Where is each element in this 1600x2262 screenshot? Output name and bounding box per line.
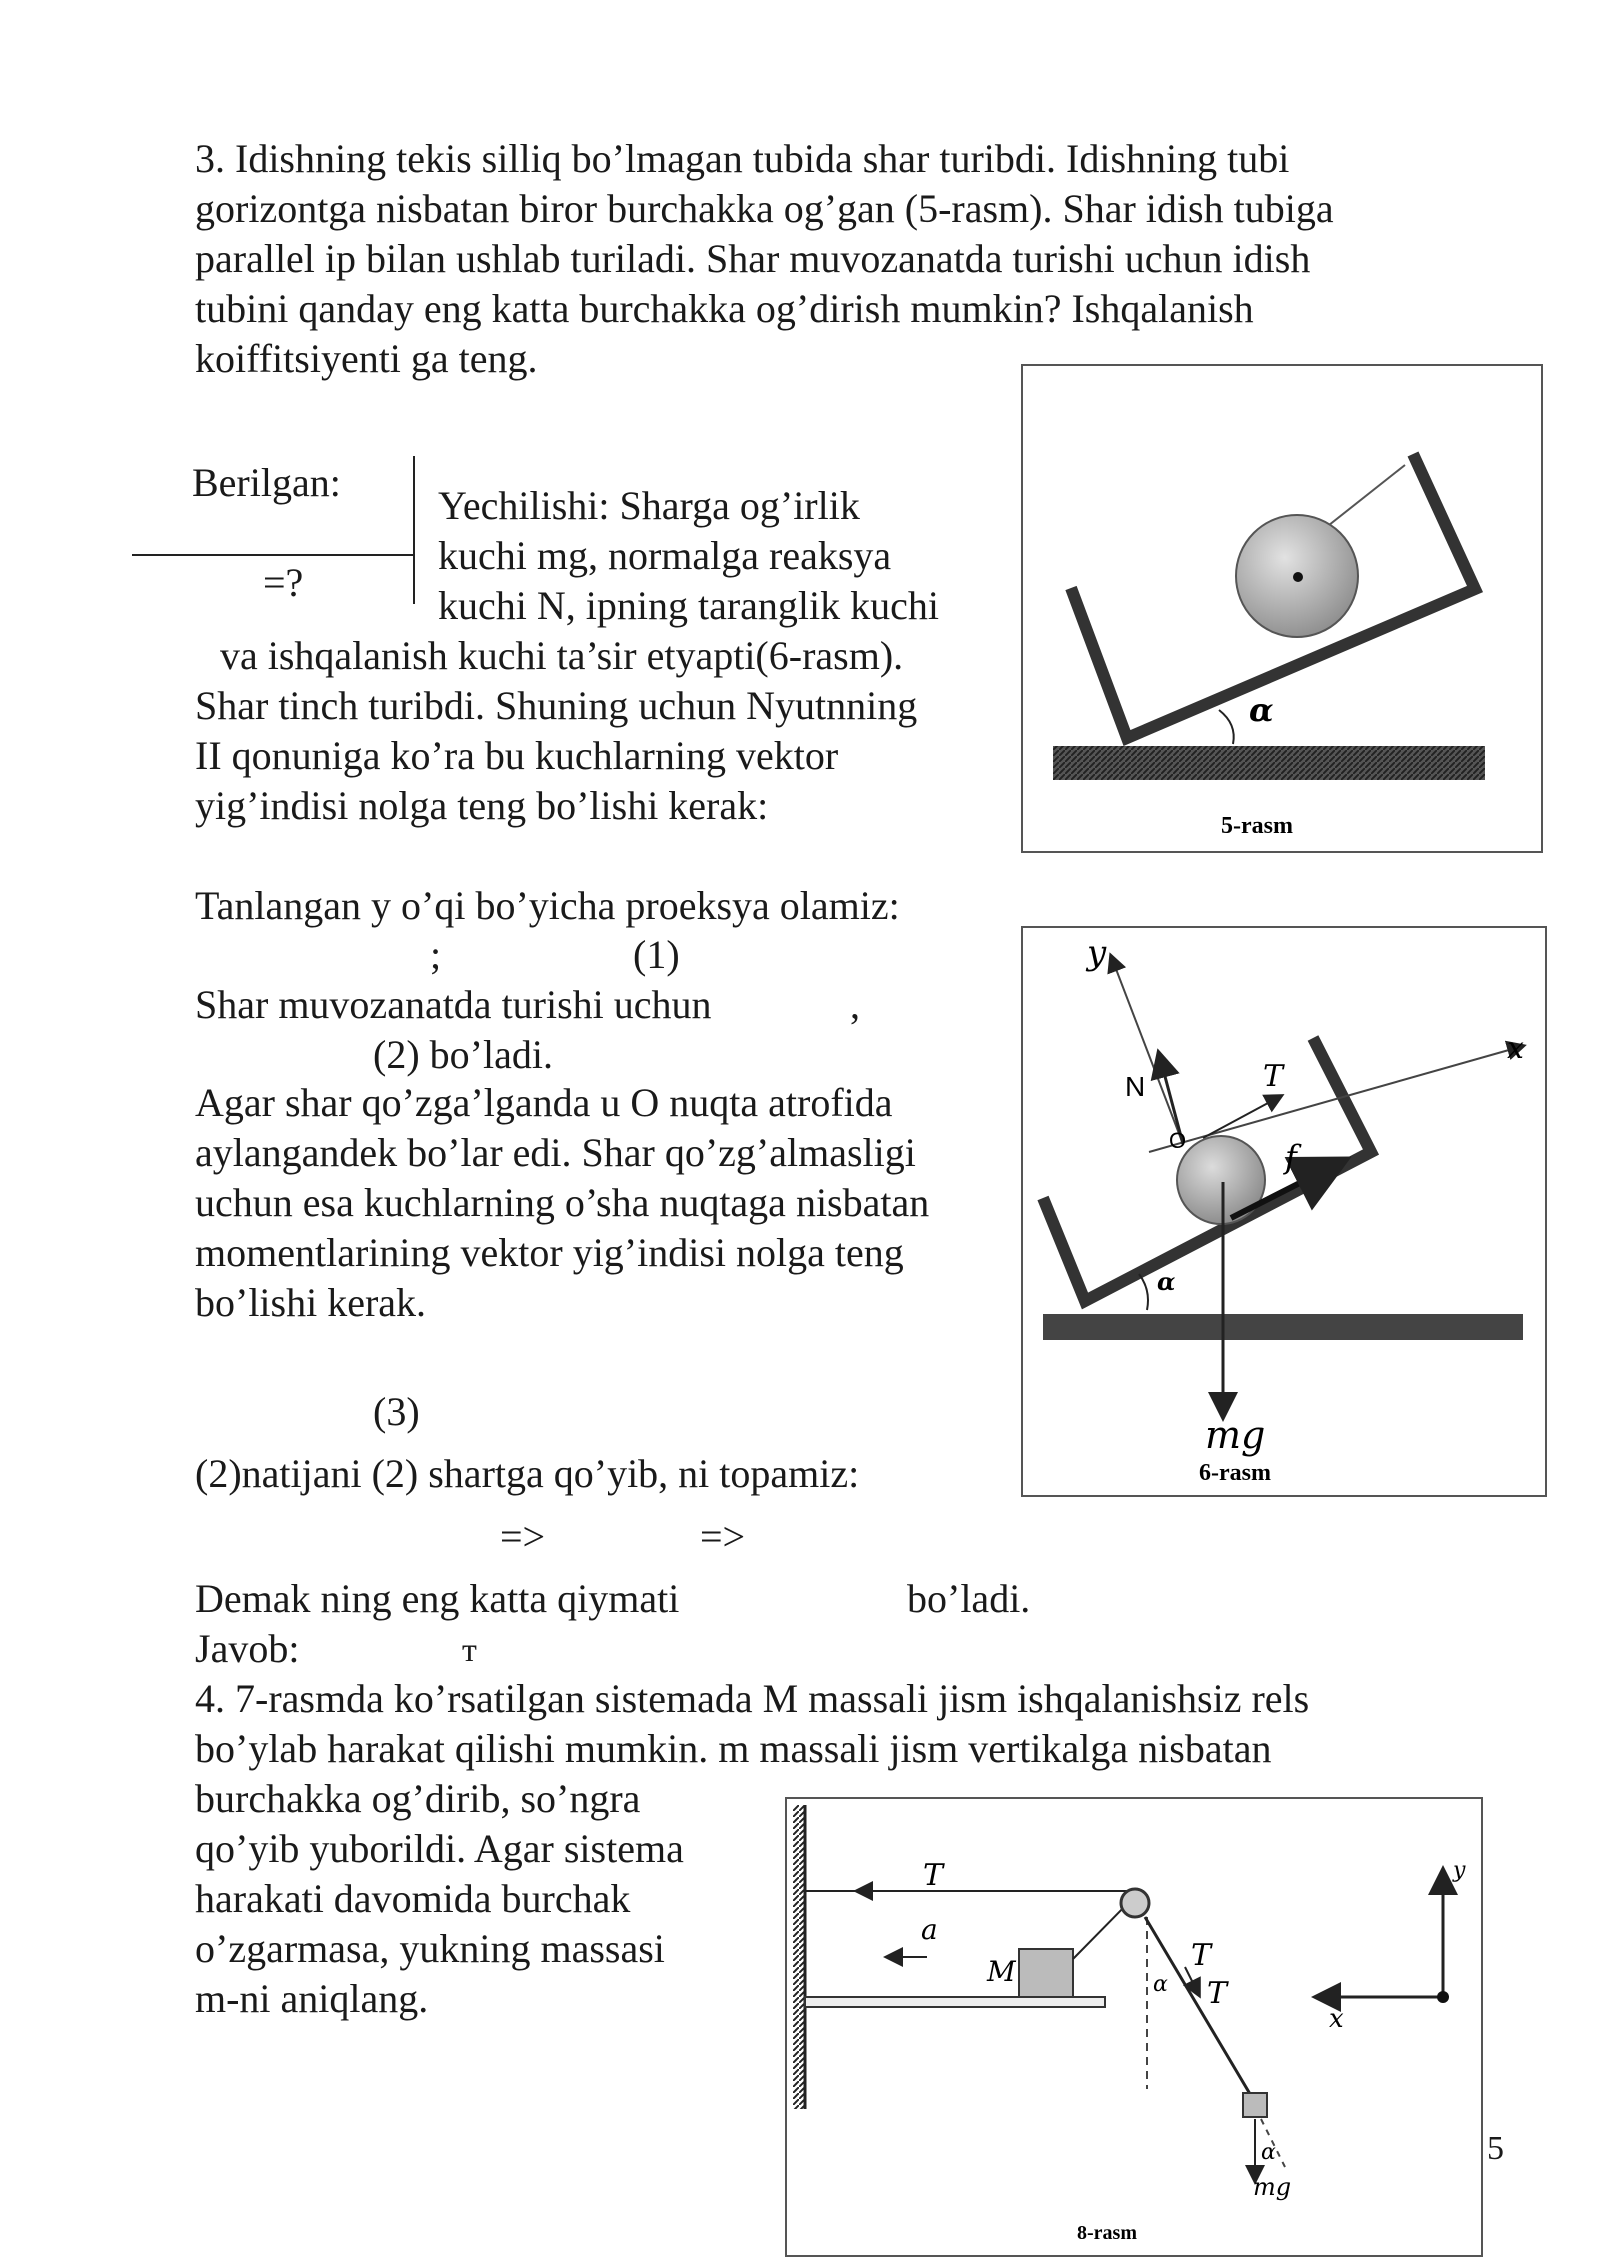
solution-line: kuchi mg, normalga reaksya [438, 533, 892, 578]
alpha-arc [1139, 1274, 1148, 1310]
answer-label: Javob: [195, 1626, 300, 1671]
problem3-line: gorizontga nisbatan biror burchakka og’gan (5-rasm). Shar idish tubiga [195, 186, 1334, 231]
point-o-label: O [1169, 1128, 1187, 1153]
rotation-line: uchun esa kuchlarning o’sha nuqtaga nisbatan [195, 1180, 930, 1225]
equation-1-number: (1) [633, 932, 680, 977]
equation-1-semicolon: ; [430, 932, 442, 977]
rotation-line: Agar shar qo’zga’lganda u O nuqta atrofida [195, 1080, 893, 1125]
conclusion-text: Demak ning eng katta qiymati [195, 1576, 680, 1621]
alpha-label: α [1157, 1267, 1176, 1296]
y-axis-label: y [1087, 933, 1107, 973]
solution-line: Shar tinch turibdi. Shuning uchun Nyutnning [195, 683, 918, 728]
problem4-line: 4. 7-rasmda ko’rsatilgan sistemada M massali jism ishqalanishsiz rels [195, 1676, 1310, 1721]
substitute-text: (2)natijani (2) shartga qo’yib, ni topamiz: [195, 1451, 860, 1496]
block-m-large [1019, 1949, 1073, 1997]
rotation-line: momentlarining vektor yig’indisi nolga teng [195, 1230, 904, 1275]
figure-6 [1021, 926, 1547, 1497]
pulley [1121, 1889, 1149, 1917]
equation-2: (2) bo’ladi. [373, 1032, 553, 1077]
tension-label-right: T [1191, 1938, 1212, 1973]
projection-text: Tanlangan y o’qi bo’yicha proeksya olamiz: [195, 883, 900, 928]
rotation-line: bo’lishi kerak. [195, 1280, 427, 1325]
alpha-arc [1219, 710, 1234, 744]
tension-label-top: T [923, 1858, 944, 1893]
normal-force-label: N [1125, 1071, 1146, 1102]
friction-label: f [1285, 1138, 1297, 1176]
problem4-line: qo’yib yuborildi. Agar sistema [195, 1826, 684, 1871]
given-label: Berilgan: [192, 460, 341, 505]
problem4-line: bo’ylab harakat qilishi mumkin. m massali jism vertikalga nisbatan [195, 1726, 1272, 1771]
acceleration-label: a [921, 1913, 938, 1946]
figure-5 [1021, 364, 1543, 853]
figure-6-drawing [1023, 928, 1545, 1495]
tension-label-lower: T [1207, 1976, 1228, 2011]
given-divider-horizontal [132, 554, 414, 556]
gravity-label: mg [1205, 1413, 1266, 1457]
answer-symbol: т [462, 1632, 477, 1669]
alpha-label-lower: α [1261, 2140, 1276, 2165]
rotation-line: aylangandek bo’lar edi. Shar qo’zg’almasligi [195, 1130, 916, 1175]
tension-label: T [1263, 1059, 1284, 1094]
solution-line: yig’indisi nolga teng bo’lishi kerak: [195, 783, 769, 828]
figure-5-drawing [1023, 366, 1541, 851]
solution-line: va ishqalanish kuchi ta’sir etyapti(6-rasm). [220, 633, 904, 678]
figure-8-caption: 8-rasm [1077, 2222, 1137, 2244]
figure-8-drawing [787, 1799, 1481, 2255]
floor [1053, 746, 1485, 780]
equilibrium-text: Shar muvozanatda turishi uchun [195, 982, 712, 1027]
x-axis-label: x [1329, 2004, 1344, 2034]
block-m-label: M [987, 1955, 1016, 1988]
problem4-line: m-ni aniqlang. [195, 1976, 429, 2021]
problem3-line: parallel ip bilan ushlab turiladi. Shar muvozanatda turishi uchun idish [195, 236, 1311, 281]
problem4-line: o’zgarmasa, yukning massasi [195, 1926, 665, 1971]
ball [1177, 1136, 1265, 1224]
figure-8 [785, 1797, 1483, 2257]
problem3-line: koiffitsiyenti ga teng. [195, 336, 538, 381]
page-number: 5 [1487, 2130, 1504, 2167]
given-unknown: =? [263, 560, 304, 605]
ball-center [1293, 572, 1303, 582]
implication-arrow: => [500, 1514, 546, 1559]
floor [1043, 1314, 1523, 1340]
conclusion-end: bo’ladi. [907, 1576, 1031, 1621]
y-axis-label: y [1453, 1858, 1466, 1883]
problem3-line: 3. Idishning tekis silliq bo’lmagan tubida shar turibdi. Idishning tubi [195, 136, 1290, 181]
problem4-line: harakati davomida burchak [195, 1876, 631, 1921]
problem3-line: tubini qanday eng katta burchakka og’dirish mumkin? Ishqalanish [195, 286, 1254, 331]
y-axis [1111, 956, 1183, 1144]
block-m-small [1243, 2093, 1267, 2117]
wall [793, 1805, 805, 2109]
rail [805, 1997, 1105, 2007]
x-axis-label: x [1507, 1031, 1524, 1066]
implication-arrow: => [700, 1514, 746, 1559]
figure-5-caption: 5-rasm [1221, 813, 1293, 839]
solution-line: II qonuniga ko’ra bu kuchlarning vektor [195, 733, 839, 778]
given-divider-vertical [413, 456, 415, 604]
alpha-label: α [1249, 691, 1274, 729]
problem4-line: burchakka og’dirib, so’ngra [195, 1776, 641, 1821]
figure-6-caption: 6-rasm [1199, 1460, 1271, 1486]
gravity-label: mg [1253, 2173, 1292, 2201]
solution-line: Yechilishi: Sharga og’irlik [438, 483, 860, 528]
solution-line: kuchi N, ipning taranglik kuchi [438, 583, 940, 628]
equation-3: (3) [373, 1389, 420, 1434]
equilibrium-comma: , [850, 982, 860, 1027]
axes-origin [1437, 1991, 1449, 2003]
alpha-label: α [1153, 1972, 1168, 1997]
